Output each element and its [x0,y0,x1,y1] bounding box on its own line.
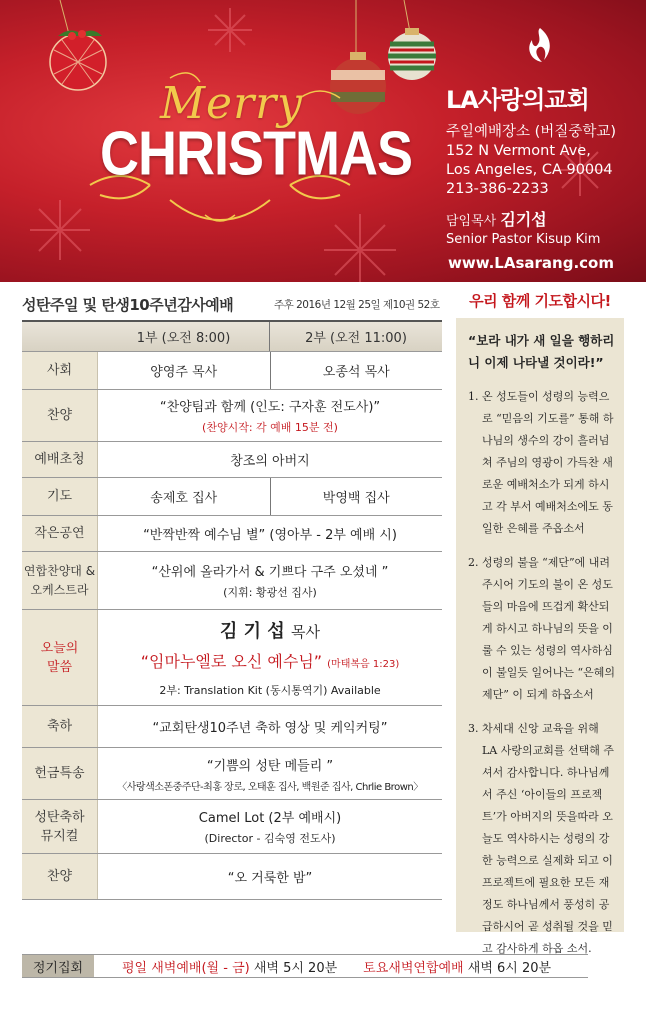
presider-service-2: 오종석 목사 [322,365,390,380]
table-row-presider [22,352,442,390]
table-row-skit [22,516,442,552]
service-order-table [22,320,442,900]
sermon-scripture: (마태복음 1:23) [327,659,400,670]
row-label: 뮤지컬 [40,828,79,844]
address-line-1: 152 N Vermont Ave, [446,143,591,159]
preacher-name: 김 기 섭 [220,621,285,642]
list-item [468,718,616,960]
pastor-prefix: 담임목사 [446,214,497,229]
issue-date: 주후 2016년 12월 25일 제10권 52호 [274,299,440,311]
worship-place: 주일예배장소 (버질중학교) [446,124,616,140]
table-row-offering [22,748,442,800]
table-row-hymn [22,390,442,442]
page-title: 성탄주일 및 탄생10주년감사예배 [22,296,234,314]
row-label: 사회 [22,352,98,389]
table-row-choir [22,552,442,610]
service-1-time: 1부 (오전 8:00) [98,322,270,351]
prayer-service-2: 박영백 집사 [322,491,390,506]
row-label: 연합찬양대 & [23,563,96,578]
church-info [446,80,616,249]
weekday-service-time: 새벽 5시 20분 [253,960,338,976]
sermon-title [141,649,399,672]
list-item [468,386,616,540]
prayer-panel [456,318,624,955]
church-logo-icon [520,26,560,66]
bulletin-title-row [22,294,442,320]
weekday-service-name: 평일 새벽예배(월 - 금) [122,960,250,976]
list-item [468,552,616,706]
prayer-item-number: 3. [468,722,479,735]
table-row-musical [22,800,442,854]
hymn-praise-team: “찬양팀과 함께 (인도: 구자훈 전도사)” [159,400,381,415]
row-label: 찬양 [22,854,98,899]
row-label: 예배초청 [22,442,98,477]
christmas-text: CHRISTMAS [100,119,412,189]
row-label: 헌금특송 [22,748,98,799]
pastor-english: Senior Pastor Kisup Kim [446,232,601,247]
offering-performers: 〈사랑색소폰중주단-최홍 장로, 오태훈 집사, 백원준 집사, Chrlie Brown〉 [117,781,423,793]
senior-pastor [446,211,616,249]
christmas-banner [0,0,646,282]
row-label: 오케스트라 [30,582,89,597]
service-2-time: 2부 (오전 11:00) [305,331,407,346]
musical-director: (Director - 김숙영 전도사) [204,832,336,845]
weekday-dawn-service [122,957,337,976]
offering-song: “기쁨의 성탄 메들리 ” [206,758,334,774]
presider-service-1: 양영주 목사 [98,352,271,389]
prayer-item-number: 1. [468,390,479,403]
row-label: 찬양 [22,390,98,441]
saturday-service-name: 토요새벽연합예배 [363,960,464,976]
choir-song: “산위에 올라가서 & 기쁘다 구주 오셨네 ” [151,565,389,580]
prayer-item-text: 온 성도들이 성령의 능력으로 “믿음의 기도를” 통해 하나님의 생수의 강이 흘러넘쳐 주님의 영광이 가득찬 새로운 예배처소가 되게 하시고 각 부서 예배처소에도 동일한 은혜를 주옵소서 [482,390,614,535]
prayer-item-number: 2. [468,556,479,569]
regular-meetings [22,954,588,978]
table-row-hymn-2 [22,854,442,900]
service-header [22,322,442,352]
preacher [220,617,320,643]
preacher-title: 목사 [291,623,320,641]
table-row-celebration [22,706,442,748]
row-label: 기도 [22,478,98,515]
row-label: 오늘의 [40,640,79,656]
phone-number: 213-386-2233 [446,181,549,197]
hymn-start-note: (찬양시작: 각 예배 15분 전) [202,421,338,434]
row-label: 작은공연 [22,516,98,551]
saturday-dawn-service [363,957,551,976]
pastor-name: 김기섭 [500,210,547,229]
call-to-worship: 창조의 아버지 [230,454,310,469]
website-link[interactable]: www.LAsarang.com [448,254,614,272]
church-name: LA사랑의교회 [446,86,589,114]
row-label: 축하 [22,706,98,747]
saturday-service-time: 새벽 6시 20분 [467,960,552,976]
prayer-item-text: 차세대 신앙 교육을 위해 LA 사랑의교회를 선택해 주셔서 감사합니다. 하나님께서 주신 ‘아이들의 프로젝트’가 아버지의 뜻을따라 오늘도 역사하시는 성령의 강한 능력으로 실제화 되고 이 프로젝트에 필요한 모든 재정도 하나님께서 풍성히 공급하시어 곧 성취될 것을 믿고 감사하게 하옵 소서. [482,722,614,955]
table-row-prayer [22,478,442,516]
prayer-item-text: 성령의 불을 “제단”에 내려주시어 기도의 불이 온 성도들의 마음에 뜨겁게 확산되게 하시고 하나님의 뜻을 이룰 수 있는 성령의 역사하심이 불일듯 일어나는 “은혜의 제단” 이 되게 하옵소서 [482,556,615,701]
table-row-sermon [22,610,442,706]
merry-text: Merry [160,78,304,129]
closing-hymn: “오 거룩한 밤” [227,871,313,886]
musical-title: Camel Lot (2부 예배시) [198,811,342,826]
small-performance: “반짝반짝 예수님 별” (영아부 - 2부 예배 시) [143,528,397,543]
prayer-service-1: 송제호 집사 [98,478,271,515]
row-label: 말씀 [46,659,73,675]
table-row-call [22,442,442,478]
row-label: 성탄축하 [34,809,85,825]
choir-conductor: (지휘: 황광선 집사) [223,586,317,599]
sermon-title-text: “임마누엘로 오신 예수님” [140,652,323,671]
prayer-verse: “보라 내가 새 일을 행하리니 이제 나타낼 것이라!” [468,333,615,370]
regular-meetings-label: 정기집회 [22,955,94,977]
translation-note: 2부: Translation Kit (동시통역기) Available [159,684,381,697]
address-line-2: Los Angeles, CA 90004 [446,162,613,178]
celebration-text: “교회탄생10주년 축하 영상 및 케익커팅” [152,721,388,736]
prayer-panel-title: 우리 함께 기도합시다! [469,292,611,310]
